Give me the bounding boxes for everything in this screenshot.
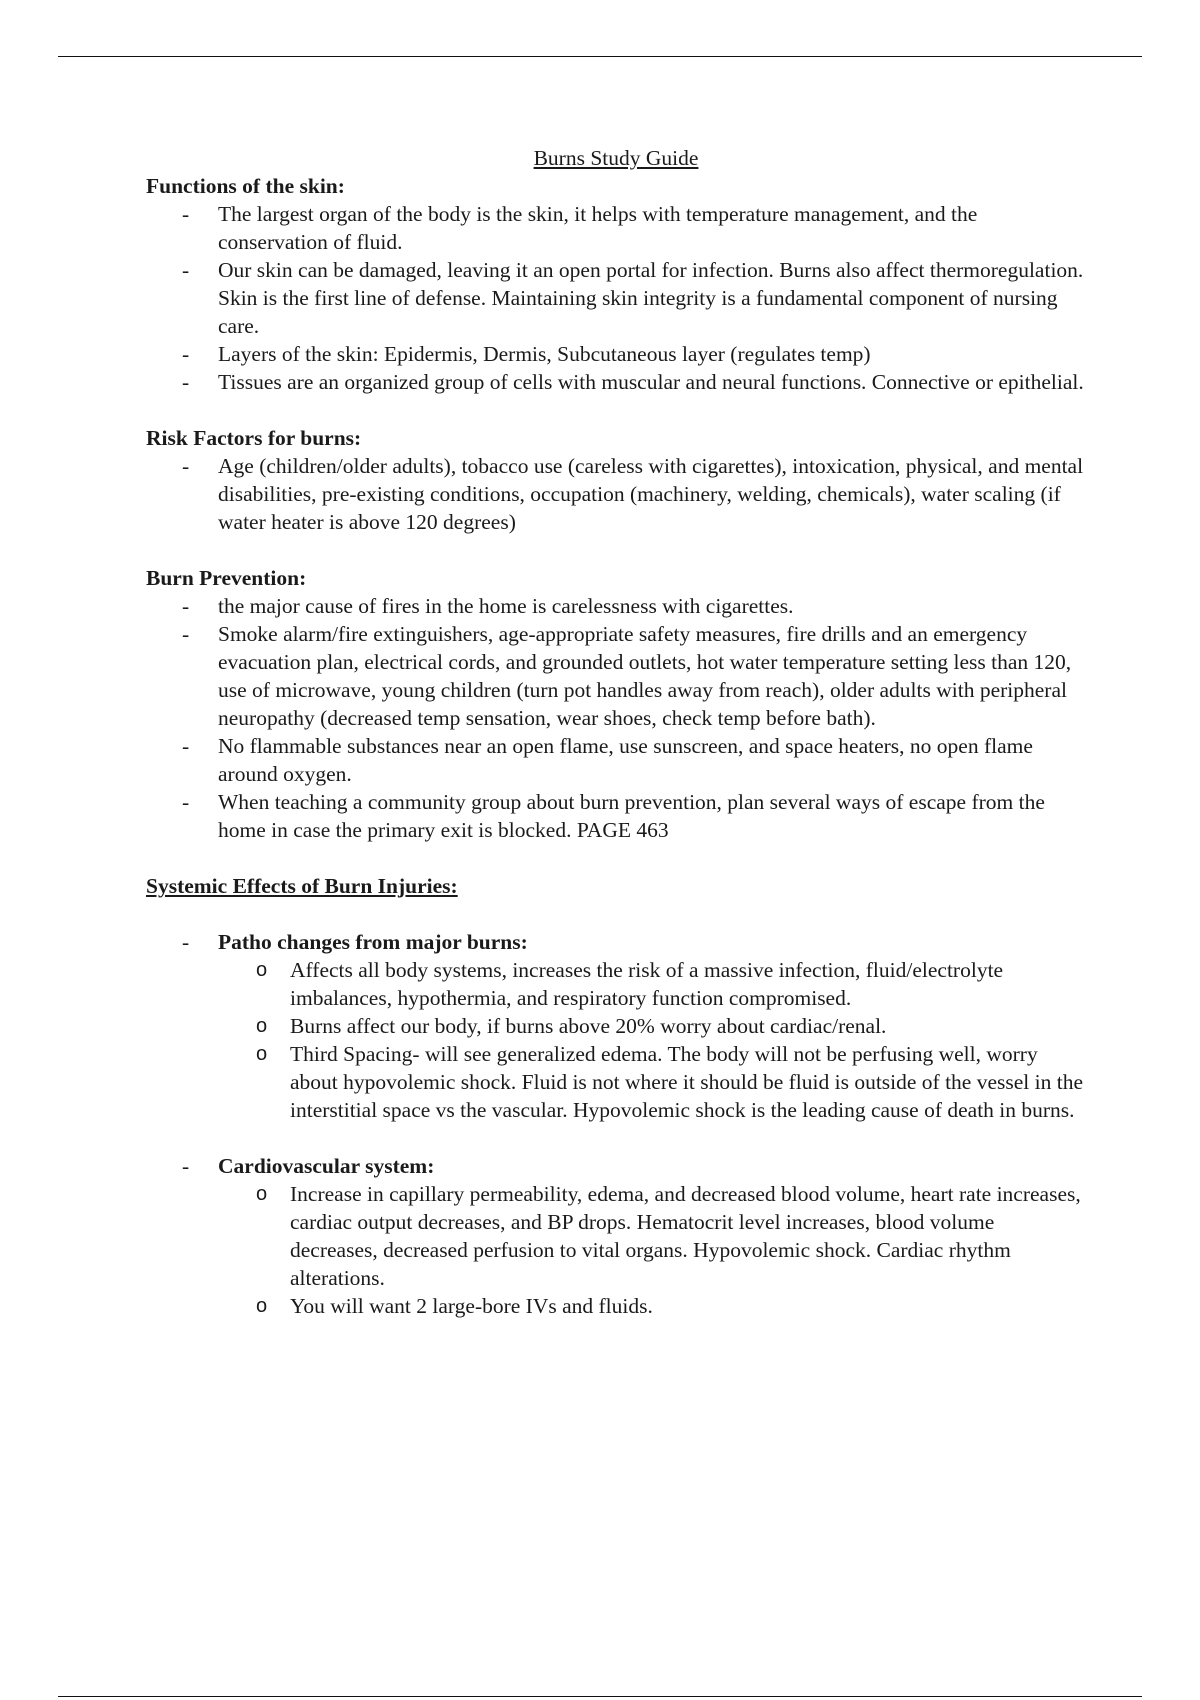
patho-sublist: [218, 956, 1086, 1124]
spacer: [146, 536, 1086, 564]
functions-list: [146, 200, 1086, 396]
document-body: [146, 144, 1086, 1320]
list-item: - No flammable substances near an open flame, use sunscreen, and space heaters, no open flame around oxygen.: [218, 732, 1086, 788]
footer-rule: [58, 1696, 1142, 1697]
cardio-label: Cardiovascular system:: [218, 1154, 435, 1178]
list-item: - Age (children/older adults), tobacco use (careless with cigarettes), intoxication, physical, and mental disabilities, pre-existing conditions, occupation (machinery, welding, chemicals), water scaling (if water heater is above 120 degrees): [218, 452, 1086, 536]
list-item: - Layers of the skin: Epidermis, Dermis, Subcutaneous layer (regulates temp): [218, 340, 1086, 368]
sublist-item: o Increase in capillary permeability, edema, and decreased blood volume, heart rate increases, cardiac output decreases, and BP drops. Hematocrit level increases, blood volume decreases, decreased perfusion to vital organs. Hypovolemic shock. Cardiac rhythm alterations.: [290, 1180, 1086, 1292]
sublist-item: o Affects all body systems, increases the risk of a massive infection, fluid/electrolyte imbalances, hypothermia, and respiratory function compromised.: [290, 956, 1086, 1012]
list-item-cardio: [218, 1152, 1086, 1320]
systemic-list: [146, 928, 1086, 1320]
risk-list: [146, 452, 1086, 536]
list-item: - The largest organ of the body is the skin, it helps with temperature management, and the conservation of fluid.: [218, 200, 1086, 256]
document-title: Burns Study Guide: [533, 146, 699, 170]
spacer: [146, 844, 1086, 872]
list-item-patho: [218, 928, 1086, 1124]
cardio-sublist: [218, 1180, 1086, 1320]
header-rule: [58, 56, 1142, 57]
sublist-item: o Third Spacing- will see generalized edema. The body will not be perfusing well, worry about hypovolemic shock. Fluid is not where it should be fluid is outside of the vessel in the interstitial space vs the vascular. Hypovolemic shock is the leading cause of death in burns.: [290, 1040, 1086, 1124]
heading-functions: Functions of the skin:: [146, 174, 345, 198]
prevention-list: [146, 592, 1086, 844]
heading-systemic-effects: Systemic Effects of Burn Injuries:: [146, 874, 458, 898]
list-item: - Our skin can be damaged, leaving it an open portal for infection. Burns also affect thermoregulation. Skin is the first line of defense. Maintaining skin integrity is a fundamental component of nursing care.: [218, 256, 1086, 340]
sublist-item: o Burns affect our body, if burns above 20% worry about cardiac/renal.: [290, 1012, 1086, 1040]
list-item: - When teaching a community group about burn prevention, plan several ways of escape from the home in case the primary exit is blocked. PAGE 463: [218, 788, 1086, 844]
sublist-item: o You will want 2 large-bore IVs and fluids.: [290, 1292, 1086, 1320]
patho-label: Patho changes from major burns:: [218, 930, 528, 954]
spacer: [146, 396, 1086, 424]
list-item: - Tissues are an organized group of cells with muscular and neural functions. Connective or epithelial.: [218, 368, 1086, 396]
heading-burn-prevention: Burn Prevention:: [146, 566, 307, 590]
list-item: - the major cause of fires in the home is carelessness with cigarettes.: [218, 592, 1086, 620]
heading-risk-factors: Risk Factors for burns:: [146, 426, 362, 450]
spacer: [218, 1124, 1086, 1152]
spacer: [146, 900, 1086, 928]
list-item: - Smoke alarm/fire extinguishers, age-appropriate safety measures, fire drills and an emergency evacuation plan, electrical cords, and grounded outlets, hot water temperature setting less than 120, use of microwave, young children (turn pot handles away from reach), older adults with peripheral neuropathy (decreased temp sensation, wear shoes, check temp before bath).: [218, 620, 1086, 732]
